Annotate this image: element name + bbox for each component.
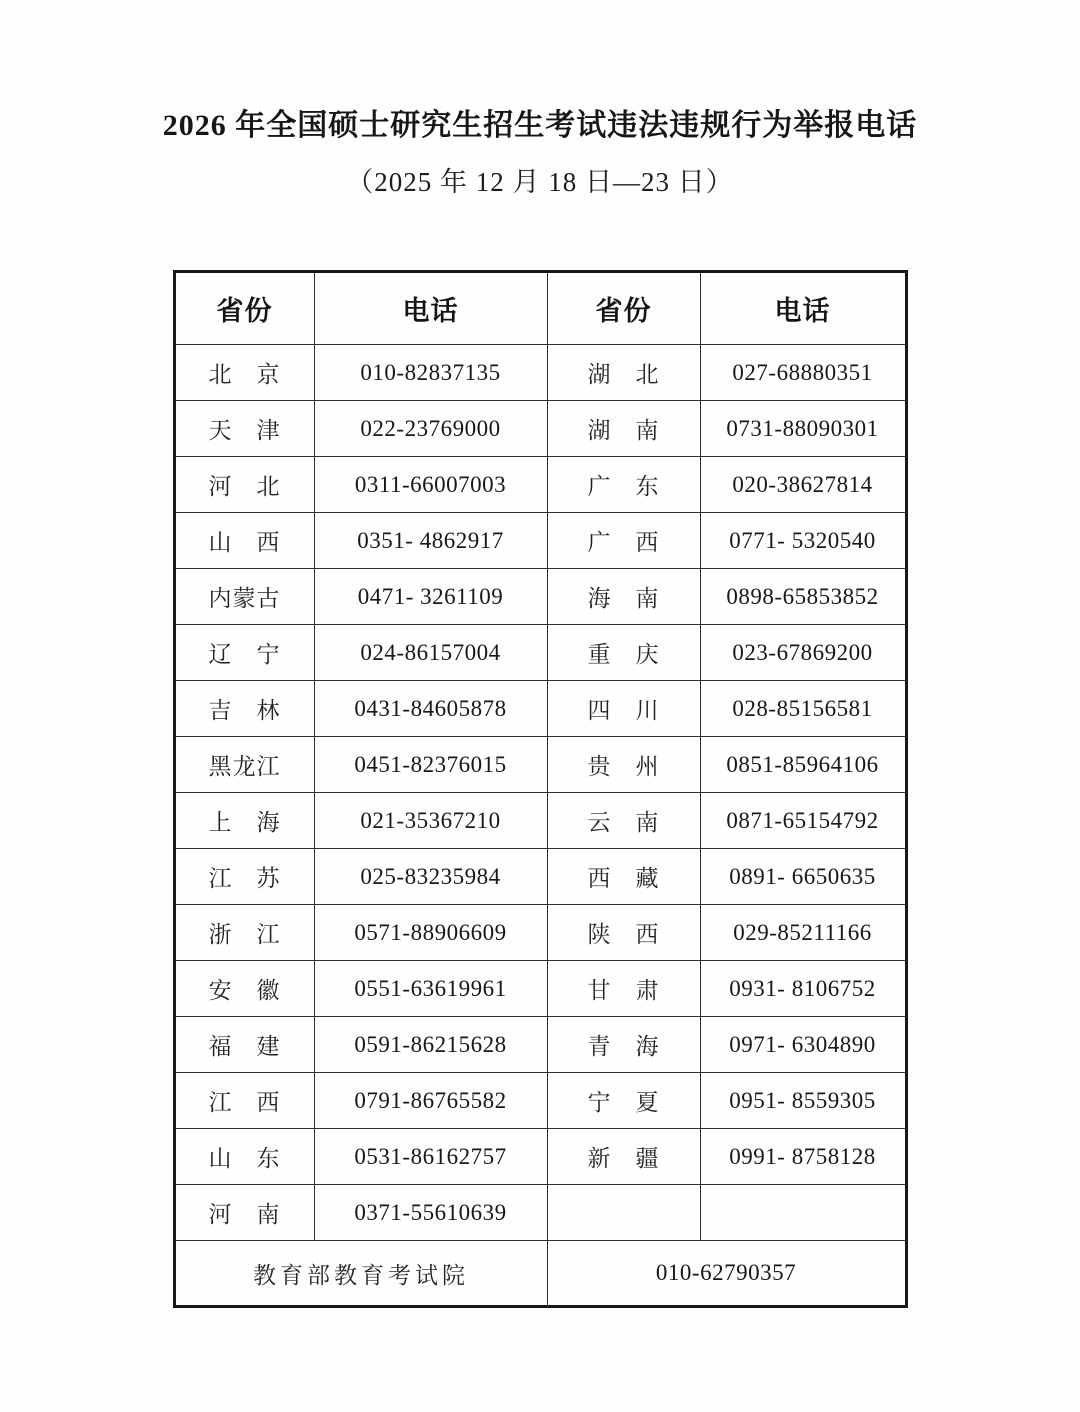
phone-cell: 0898-65853852 — [700, 569, 906, 625]
phone-cell: 0371-55610639 — [314, 1185, 547, 1241]
province-cell: 江 西 — [174, 1073, 314, 1129]
table-footer-row — [174, 1241, 906, 1307]
phone-cell: 024-86157004 — [314, 625, 547, 681]
phone-cell: 0431-84605878 — [314, 681, 547, 737]
phone-cell: 010-82837135 — [314, 345, 547, 401]
province-cell: 浙 江 — [174, 905, 314, 961]
footer-org-cell: 教育部教育考试院 — [174, 1241, 547, 1307]
table-row — [174, 961, 906, 1017]
province-cell: 西 藏 — [547, 849, 700, 905]
phone-cell: 0531-86162757 — [314, 1129, 547, 1185]
table-row — [174, 625, 906, 681]
province-cell: 福 建 — [174, 1017, 314, 1073]
province-cell: 湖 北 — [547, 345, 700, 401]
province-cell: 安 徽 — [174, 961, 314, 1017]
phone-cell: 0591-86215628 — [314, 1017, 547, 1073]
table-row — [174, 457, 906, 513]
province-cell: 重 庆 — [547, 625, 700, 681]
province-cell: 海 南 — [547, 569, 700, 625]
phone-cell: 0571-88906609 — [314, 905, 547, 961]
province-cell: 河 北 — [174, 457, 314, 513]
province-cell: 河 南 — [174, 1185, 314, 1241]
province-cell: 广 西 — [547, 513, 700, 569]
phone-cell: 029-85211166 — [700, 905, 906, 961]
table-row — [174, 345, 906, 401]
phone-cell: 0351- 4862917 — [314, 513, 547, 569]
phone-cell: 0731-88090301 — [700, 401, 906, 457]
table-row — [174, 905, 906, 961]
phone-cell: 023-67869200 — [700, 625, 906, 681]
province-cell: 宁 夏 — [547, 1073, 700, 1129]
phone-cell: 0471- 3261109 — [314, 569, 547, 625]
phone-cell: 025-83235984 — [314, 849, 547, 905]
province-cell: 黑龙江 — [174, 737, 314, 793]
phone-cell-empty — [700, 1185, 906, 1241]
phone-cell: 022-23769000 — [314, 401, 547, 457]
province-cell: 北 京 — [174, 345, 314, 401]
phone-cell: 020-38627814 — [700, 457, 906, 513]
province-cell: 山 西 — [174, 513, 314, 569]
header-province-left: 省份 — [174, 272, 314, 345]
province-cell: 甘 肃 — [547, 961, 700, 1017]
phone-cell: 0451-82376015 — [314, 737, 547, 793]
page-title: 2026 年全国硕士研究生招生考试违法违规行为举报电话 — [162, 109, 918, 142]
province-cell: 陕 西 — [547, 905, 700, 961]
header-province-right: 省份 — [547, 272, 700, 345]
footer-phone-cell: 010-62790357 — [547, 1241, 906, 1307]
province-cell: 山 东 — [174, 1129, 314, 1185]
phone-cell: 0871-65154792 — [700, 793, 906, 849]
phone-cell: 0931- 8106752 — [700, 961, 906, 1017]
province-cell: 新 疆 — [547, 1129, 700, 1185]
phone-cell: 027-68880351 — [700, 345, 906, 401]
province-cell: 上 海 — [174, 793, 314, 849]
table-row — [174, 1185, 906, 1241]
table-row — [174, 513, 906, 569]
phone-cell: 028-85156581 — [700, 681, 906, 737]
phone-cell: 0791-86765582 — [314, 1073, 547, 1129]
phone-cell: 0851-85964106 — [700, 737, 906, 793]
province-cell: 广 东 — [547, 457, 700, 513]
province-cell: 湖 南 — [547, 401, 700, 457]
table-header-row — [174, 272, 906, 345]
table-row — [174, 1129, 906, 1185]
header-phone-left: 电话 — [314, 272, 547, 345]
province-cell: 内蒙古 — [174, 569, 314, 625]
phone-cell: 021-35367210 — [314, 793, 547, 849]
province-cell: 云 南 — [547, 793, 700, 849]
table-row — [174, 569, 906, 625]
province-cell: 贵 州 — [547, 737, 700, 793]
table-row — [174, 1073, 906, 1129]
table-row — [174, 793, 906, 849]
province-cell: 天 津 — [174, 401, 314, 457]
phone-cell: 0771- 5320540 — [700, 513, 906, 569]
phone-cell: 0891- 6650635 — [700, 849, 906, 905]
table-row — [174, 849, 906, 905]
table-row — [174, 401, 906, 457]
table-row — [174, 681, 906, 737]
table-row — [174, 737, 906, 793]
phone-cell: 0971- 6304890 — [700, 1017, 906, 1073]
province-cell: 吉 林 — [174, 681, 314, 737]
phone-cell: 0311-66007003 — [314, 457, 547, 513]
province-cell-empty — [547, 1185, 700, 1241]
province-cell: 青 海 — [547, 1017, 700, 1073]
phones-table — [173, 270, 908, 1308]
province-cell: 江 苏 — [174, 849, 314, 905]
phone-cell: 0951- 8559305 — [700, 1073, 906, 1129]
phone-cell: 0991- 8758128 — [700, 1129, 906, 1185]
table-row — [174, 1017, 906, 1073]
province-cell: 辽 宁 — [174, 625, 314, 681]
phone-cell: 0551-63619961 — [314, 961, 547, 1017]
page-subtitle: （2025 年 12 月 18 日—23 日） — [346, 167, 734, 197]
province-cell: 四 川 — [547, 681, 700, 737]
header-phone-right: 电话 — [700, 272, 906, 345]
